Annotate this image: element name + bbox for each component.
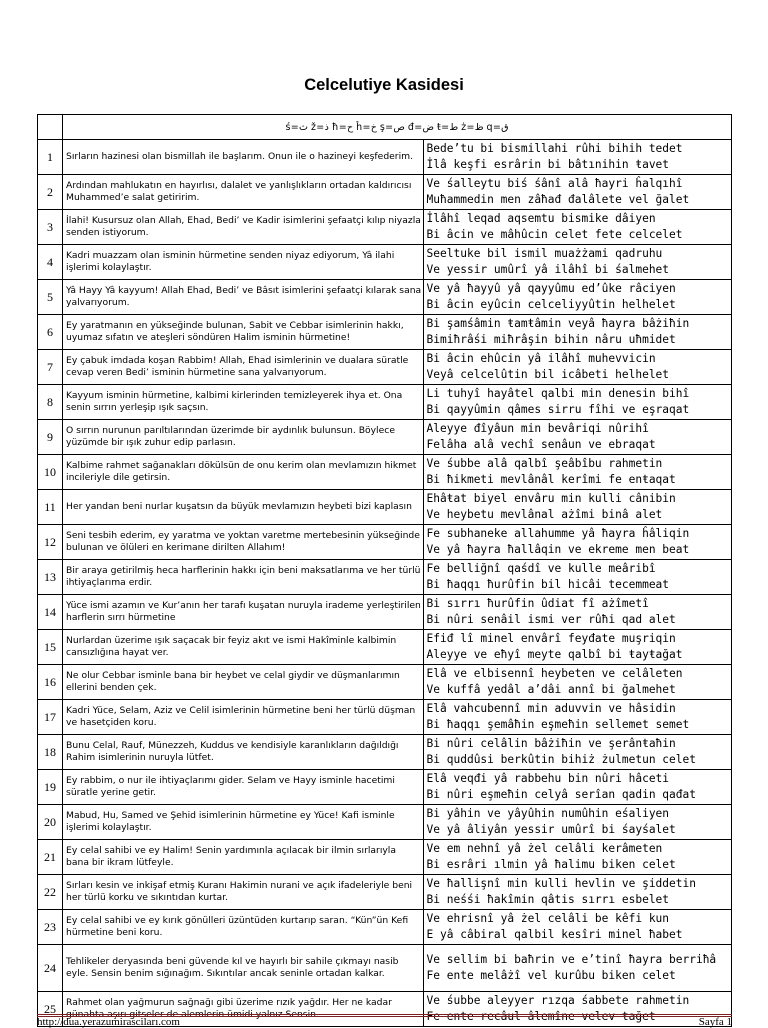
verse-translation: Ey celal sahibi ve ey Halim! Senin yardımınla açılacak bir ilmin sırlarıyla bana bir ikram lütfeyle. bbox=[63, 840, 424, 875]
verse-transliteration bbox=[423, 420, 731, 455]
verse-number: 4 bbox=[38, 245, 63, 280]
transliteration-line-1: Ve śubbe alâ qalbî şeâbîbu rahmetin bbox=[426, 457, 663, 470]
verse-row bbox=[38, 455, 732, 490]
verse-transliteration bbox=[423, 245, 731, 280]
transliteration-line-2: Bi âcin eyûcin celceliyyûtin helhelet bbox=[426, 298, 676, 311]
verse-number: 9 bbox=[38, 420, 63, 455]
verse-number: 22 bbox=[38, 875, 63, 910]
verse-row bbox=[38, 700, 732, 735]
verse-translation: Ne olur Cebbar isminle bana bir heybet ve celal giydir ve düşmanlarımın ellerini benden çek. bbox=[63, 665, 424, 700]
verse-row bbox=[38, 945, 732, 992]
verse-row bbox=[38, 210, 732, 245]
transliteration-line-1: İlâhî leqad aqsemtu bismike dâiyen bbox=[426, 212, 656, 225]
verse-number: 13 bbox=[38, 560, 63, 595]
verse-transliteration bbox=[423, 770, 731, 805]
verse-translation: İlahi! Kusursuz olan Allah, Ehad, Bedi’ ve Kadir isimlerini şefaatçi kılıp niyazla senden istiyorum. bbox=[63, 210, 424, 245]
verse-row bbox=[38, 735, 732, 770]
verse-number: 16 bbox=[38, 665, 63, 700]
verse-translation: Bunu Celal, Rauf, Münezzeh, Kuddus ve kendisiyle karanlıkların dağıldığı Rahim isimlerinin nuruyla lütfet. bbox=[63, 735, 424, 770]
verse-transliteration bbox=[423, 700, 731, 735]
verse-translation: Yüce ismi azamın ve Kur’anın her tarafı kuşatan nuruyla irademe yerleştirilen harflerin sırrı hürmetine bbox=[63, 595, 424, 630]
verse-row bbox=[38, 805, 732, 840]
verse-translation: Nurlardan üzerime ışık saçacak bir feyiz akıt ve ismi Hakîminle kalbimin cansızlığına hayat ver. bbox=[63, 630, 424, 665]
transliteration-line-1: Bi yâhin ve yâyûhin numûhin eśaliyen bbox=[426, 807, 670, 820]
transliteration-line-2: Bi âcin ve mâhûcin celet fete celcelet bbox=[426, 228, 683, 241]
verse-row bbox=[38, 420, 732, 455]
transliteration-line-2: E yâ câbiral qalbil kesîri minel ħabet bbox=[426, 928, 683, 941]
verse-row bbox=[38, 525, 732, 560]
verse-transliteration bbox=[423, 175, 731, 210]
transliteration-line-2: Bi ħaqqı ħurûfin bil hicâi tecemmeat bbox=[426, 578, 670, 591]
verse-transliteration bbox=[423, 910, 731, 945]
verse-translation: O sırrın nurunun parıltılarından üzerimde bir aydınlık bulunsun. Böylece yüzümde bir ışık zuhur edip parlasın. bbox=[63, 420, 424, 455]
transliteration-line-1: Ehâŧat biyel envâru min kulli cânibin bbox=[426, 492, 676, 505]
transliteration-line-2: Bi nûri eşmeħin celyâ serîan qadin qađat bbox=[426, 788, 696, 801]
verse-number: 5 bbox=[38, 280, 63, 315]
verse-table bbox=[37, 114, 732, 1027]
transliteration-line-1: Ve em nehnî yâ żel celâli kerâmeten bbox=[426, 842, 663, 855]
transliteration-line-1: Fe belliğnî qaśdî ve kulle meâribî bbox=[426, 562, 656, 575]
verse-number: 11 bbox=[38, 490, 63, 525]
verse-translation: Kayyum isminin hürmetine, kalbimi kirlerinden temizleyerek ihya et. Ona senin sırrın yerleşip ışık saçsın. bbox=[63, 385, 424, 420]
verse-row bbox=[38, 630, 732, 665]
verse-number: 21 bbox=[38, 840, 63, 875]
verse-number: 18 bbox=[38, 735, 63, 770]
verse-transliteration bbox=[423, 875, 731, 910]
transliteration-line-2: Veyâ celcelûtin bil icâbeti helhelet bbox=[426, 368, 670, 381]
verse-translation: Ey celal sahibi ve ey kırık gönülleri üzüntüden kurtarıp saran. “Kün”ün Kefi hürmetine beni koru. bbox=[63, 910, 424, 945]
verse-row bbox=[38, 315, 732, 350]
verse-translation: Rahmet olan yağmurun sağnağı gibi üzerime rızık yağdır. Her ne kadar günahta aşırı gitseler de alemlerin ümidi yalnız Sensin. bbox=[63, 992, 424, 1027]
transliteration-line-1: Bi şamśâmin ŧamŧâmin veyâ ħayra bâżiħin bbox=[426, 317, 690, 330]
verse-number: 24 bbox=[38, 945, 63, 992]
verse-transliteration bbox=[423, 455, 731, 490]
transliteration-line-1: Seeltuke bil ismil muażżami qadruhu bbox=[426, 247, 663, 260]
transliteration-line-1: Aleyye đîyâun min bevâriqi nûrihî bbox=[426, 422, 649, 435]
verse-translation: Tehlikeler deryasında beni güvende kıl ve hayırlı bir sahile çıkmayı nasib eyle. Sensin benim sığınağım. Sıkıntılar ancak seninle ortadan kalkar. bbox=[63, 945, 424, 992]
verse-transliteration bbox=[423, 210, 731, 245]
verse-number: 20 bbox=[38, 805, 63, 840]
transliteration-key-row bbox=[38, 115, 732, 140]
transliteration-line-2: Aleyye ve eħyî meyte qalbî bi ŧayŧağat bbox=[426, 648, 683, 661]
transliteration-line-2: İlâ keşfi esrârin bi bâtınihin ŧavet bbox=[426, 158, 670, 171]
verse-transliteration bbox=[423, 315, 731, 350]
verse-translation: Kadri Yüce, Selam, Aziz ve Celil isimlerinin hürmetine beni her türlü düşman ve hasetçiden koru. bbox=[63, 700, 424, 735]
verse-transliteration bbox=[423, 595, 731, 630]
verse-row bbox=[38, 840, 732, 875]
verse-number: 7 bbox=[38, 350, 63, 385]
verse-row bbox=[38, 140, 732, 175]
verse-translation: Kadri muazzam olan isminin hürmetine senden niyaz ediyorum, Yâ ilahi işlerimi kolaylaştır. bbox=[63, 245, 424, 280]
verse-row bbox=[38, 385, 732, 420]
transliteration-line-2: Bi esrâri ılmin yâ ħalimu biken celet bbox=[426, 858, 676, 871]
verse-row bbox=[38, 175, 732, 210]
transliteration-line-1: Bede’tu bi bismillahi rûhi bihih tedet bbox=[426, 142, 683, 155]
key-row-number-cell bbox=[38, 115, 63, 140]
page-title: Celcelutiye Kasidesi bbox=[304, 76, 464, 94]
verse-transliteration bbox=[423, 490, 731, 525]
transliteration-line-1: Ve yâ ħayyû yâ qayyûmu ed’ûke râciyen bbox=[426, 282, 676, 295]
transliteration-line-2: Ve kuffâ yedâl a’dâi annî bi ğalmehet bbox=[426, 683, 676, 696]
verse-transliteration bbox=[423, 385, 731, 420]
verse-translation: Yâ Hayy Yâ kayyum! Allah Ehad, Bedi’ ve Bâsıt isimlerini şefaatçi kılarak sana yalvarıyorum. bbox=[63, 280, 424, 315]
transliteration-line-2: Muħammedin men zâħađ đalâlete vel ğalet bbox=[426, 193, 690, 206]
transliteration-line-2: Bi ħaqqı şemâħin eşmeħin sellemet semet bbox=[426, 718, 690, 731]
verse-number: 15 bbox=[38, 630, 63, 665]
verse-translation: Kalbime rahmet sağanakları dökülsün de onu kerim olan mevlamızın hikmet incileriyle dile getirsin. bbox=[63, 455, 424, 490]
transliteration-line-2: Bi quddûsi berkûtin bihiż żulmetun celet bbox=[426, 753, 696, 766]
verse-row bbox=[38, 595, 732, 630]
verse-row bbox=[38, 875, 732, 910]
verse-transliteration bbox=[423, 805, 731, 840]
verse-row bbox=[38, 245, 732, 280]
verse-transliteration bbox=[423, 525, 731, 560]
transliteration-line-1: Bi sırrı ħurûfin ûdiat fî ażîmetî bbox=[426, 597, 649, 610]
verse-row bbox=[38, 665, 732, 700]
verse-transliteration bbox=[423, 735, 731, 770]
transliteration-line-2: Ve heybetu mevlânal ażîmi binâ alet bbox=[426, 508, 663, 521]
verse-number: 8 bbox=[38, 385, 63, 420]
verse-row bbox=[38, 560, 732, 595]
transliteration-line-2: Bi qayyûmin qâmes sirru fîhi ve eşraqat bbox=[426, 403, 690, 416]
verse-row bbox=[38, 350, 732, 385]
transliteration-line-2: Fe ente melâżî vel kurûbu biken celet bbox=[426, 969, 676, 982]
transliteration-line-1: Elâ vahcubennî min aduvvin ve hâsidin bbox=[426, 702, 676, 715]
transliteration-line-1: Ve śubbe aleyyer rızqa śabbete rahmetin bbox=[426, 994, 690, 1007]
verse-number: 19 bbox=[38, 770, 63, 805]
page-number: Sayfa 1 bbox=[698, 1016, 732, 1028]
transliteration-line-1: Elâ ve elbisennî heybeten ve celâleten bbox=[426, 667, 683, 680]
verse-row bbox=[38, 910, 732, 945]
verse-number: 17 bbox=[38, 700, 63, 735]
verse-transliteration bbox=[423, 280, 731, 315]
transliteration-line-1: Bi nûri celâlin bâżiħin ve şerânŧaħin bbox=[426, 737, 676, 750]
verse-transliteration bbox=[423, 560, 731, 595]
verse-transliteration bbox=[423, 992, 731, 1027]
verse-translation: Bir araya getirilmiş heca harflerinin hakkı için beni maksatlarıma ve her türlü ihtiyaçlarıma erdir. bbox=[63, 560, 424, 595]
verse-transliteration bbox=[423, 350, 731, 385]
transliteration-line-1: Elâ veqđi yâ rabbehu bin nûri hâceti bbox=[426, 772, 670, 785]
verse-translation: Her yandan beni nurlar kuşatsın da büyük mevlamızın heybeti bizi kaplasın bbox=[63, 490, 424, 525]
verse-number: 10 bbox=[38, 455, 63, 490]
transliteration-line-1: Ve ehrisnî yâ żel celâli be kêfi kun bbox=[426, 912, 670, 925]
verse-number: 14 bbox=[38, 595, 63, 630]
verse-number: 3 bbox=[38, 210, 63, 245]
verse-number: 23 bbox=[38, 910, 63, 945]
verse-translation: Ardından mahlukatın en hayırlısı, dalalet ve yanlışlıkların ortadan kaldırıcısı Muhammed’e salat getiririm. bbox=[63, 175, 424, 210]
transliteration-line-1: Ve sellim bi baħrin ve e’tinî ħayra berriħâ bbox=[426, 953, 717, 966]
verse-number: 25 bbox=[38, 992, 63, 1027]
verse-translation: Ey yaratmanın en yükseğinde bulunan, Sabit ve Cebbar isimlerinin hakkı, uyumaz sıfatın ve ateşleri söndüren Halim isminin hürmetine! bbox=[63, 315, 424, 350]
transliteration-line-1: Bi âcin ehûcin yâ ilâhî muhevvicin bbox=[426, 352, 656, 365]
verse-transliteration bbox=[423, 140, 731, 175]
verse-transliteration bbox=[423, 945, 731, 992]
transliteration-line-2: Ve yâ ħayra ħallâqin ve ekreme men beat bbox=[426, 543, 690, 556]
footer-url[interactable]: http://dua.yerazumirasciları.com bbox=[37, 1016, 180, 1028]
transliteration-line-1: Efiđ lî minel envârî feyđate muşriqin bbox=[426, 632, 676, 645]
transliteration-key: ś=ث ž=ذ ħ=ح ĥ=خ ş=ص đ=ض ŧ=ط ż=ظ q=ق bbox=[63, 115, 732, 140]
verse-translation: Sırların hazinesi olan bismillah ile başlarım. Onun ile o hazineyi keşfederim. bbox=[63, 140, 424, 175]
transliteration-line-1: Ve ħallişnî min kulli hevlin ve şiddetin bbox=[426, 877, 696, 890]
verse-number: 1 bbox=[38, 140, 63, 175]
verse-translation: Mabud, Hu, Samed ve Şehid isimlerinin hürmetine ey Yüce! Kafi isminle işlerimi kolaylaştır. bbox=[63, 805, 424, 840]
verse-transliteration bbox=[423, 840, 731, 875]
verse-row bbox=[38, 280, 732, 315]
transliteration-line-1: Li tuhyî hayâtel qalbi min denesin bihî bbox=[426, 387, 690, 400]
verse-number: 6 bbox=[38, 315, 63, 350]
verse-translation: Sırları kesin ve inkişaf etmiş Kuranı Hakimin nurani ve açık ifadeleriyle beni her türlü korku ve sıkıntıdan kurtar. bbox=[63, 875, 424, 910]
verse-transliteration bbox=[423, 665, 731, 700]
verse-translation: Ey rabbim, o nur ile ihtiyaçlarımı gider. Selam ve Hayy isminle hacetimi süratle yerine getir. bbox=[63, 770, 424, 805]
verse-transliteration bbox=[423, 630, 731, 665]
verse-table-body bbox=[38, 115, 732, 1027]
transliteration-line-2: Bi neśśi ħakîmin qâtis sırrı esbelet bbox=[426, 893, 670, 906]
transliteration-line-1: Ve śalleytu biś śânî alâ ħayri ĥalqıhî bbox=[426, 177, 683, 190]
verse-translation: Seni tesbih ederim, ey yaratma ve yoktan varetme mertebesinin yükseğinde bulunan ve ölüleri en kerimane dirilten Allahım! bbox=[63, 525, 424, 560]
transliteration-line-2: Felâha alâ vechî senâun ve ebraqat bbox=[426, 438, 656, 451]
transliteration-line-2: Bi ħikmeti mevlânâl kerîmi fe enŧaqat bbox=[426, 473, 676, 486]
transliteration-line-2: Ve yessir umûrî yâ ilâhî bi śalmehet bbox=[426, 263, 670, 276]
verse-row bbox=[38, 770, 732, 805]
verse-row bbox=[38, 490, 732, 525]
transliteration-line-2: Bi nûri senâil ismi ver rûħi qad alet bbox=[426, 613, 676, 626]
transliteration-line-2: Fe ente recâul âlemîne velev ŧağet bbox=[426, 1010, 656, 1023]
transliteration-line-2: Ve yâ âliyân yessir umûrî bi śayśalet bbox=[426, 823, 676, 836]
verse-translation: Ey çabuk imdada koşan Rabbim! Allah, Ehad isimlerinin ve dualara süratle cevap veren Bedi’ isminin hürmetine sana yalvarıyorum. bbox=[63, 350, 424, 385]
verse-number: 2 bbox=[38, 175, 63, 210]
transliteration-line-2: Bimiħrâśi miħrâşin bihin nâru uħmidet bbox=[426, 333, 676, 346]
transliteration-line-1: Fe subhaneke allahumme yâ ħayra ĥâliqin bbox=[426, 527, 690, 540]
verse-number: 12 bbox=[38, 525, 63, 560]
